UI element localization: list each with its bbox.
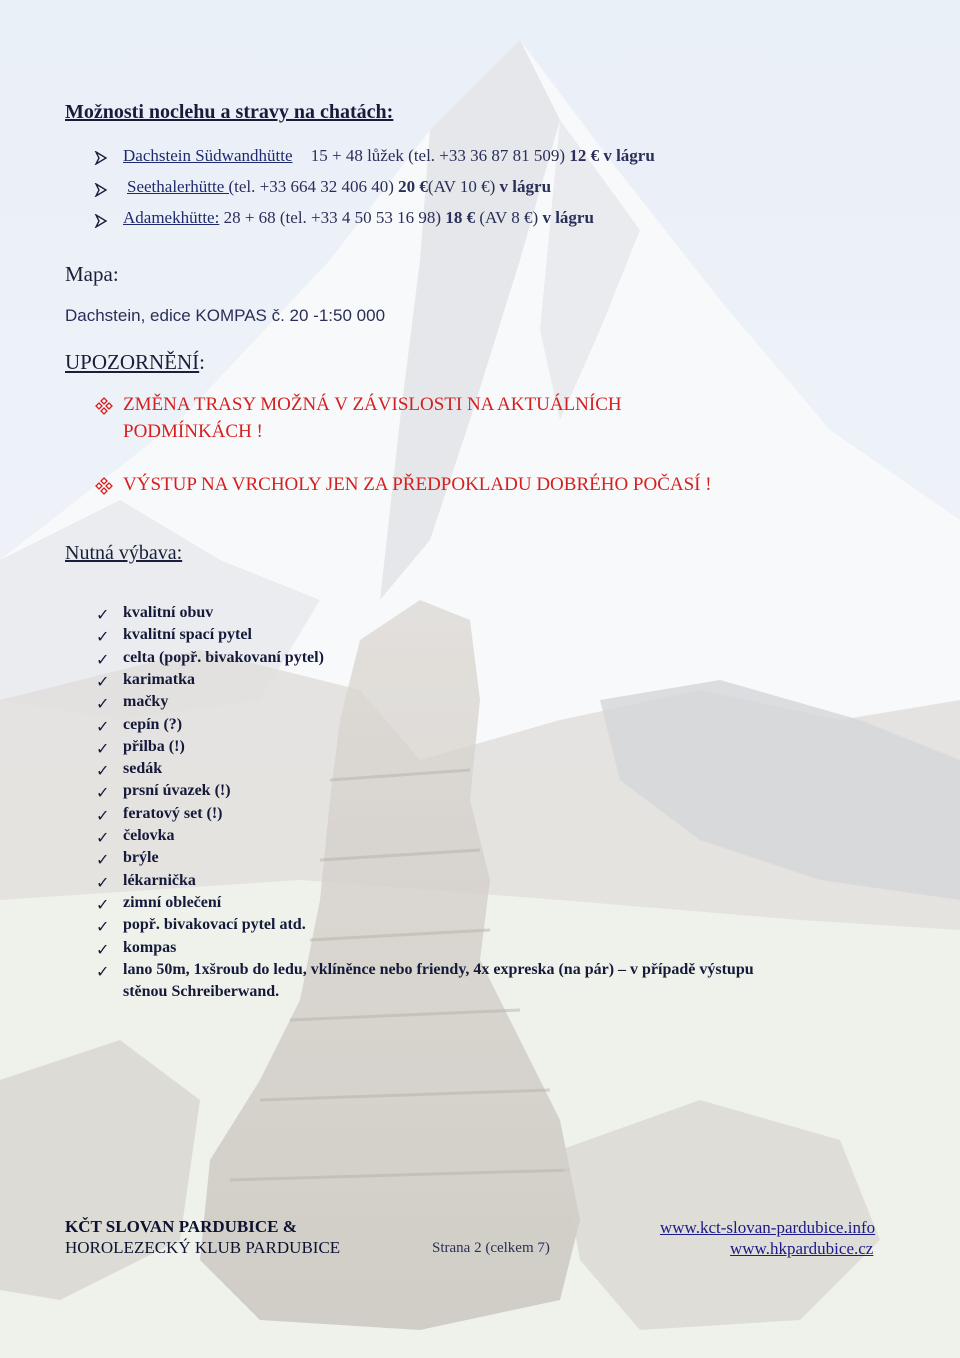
warning-text-1: ZMĚNA TRASY MOŽNÁ V ZÁVISLOSTI NA AKTUÁLNÍCH <box>123 394 622 415</box>
equipment-item-label: kvalitní spací pytel <box>123 626 252 643</box>
checkmark-icon: ✓ <box>96 850 110 869</box>
checkmark-icon: ✓ <box>96 717 110 736</box>
arrow-bullet-icon <box>94 151 108 165</box>
checkmark-icon: ✓ <box>96 627 110 646</box>
hut-name-adamekhutte: Adamekhütte: <box>123 208 220 227</box>
diamond-bullet-icon <box>95 477 113 495</box>
equipment-last-continuation: stěnou Schreiberwand. <box>123 983 280 1000</box>
document-page: Možnosti noclehu a stravy na chatách: Dachstein Südwandhütte 15 + 48 lůžek (tel. +33 36 87 81 509) 12 € v lágru Seethalerhütte (tel. +33 664 32 406 40) 20 €(AV 10 €) v lágru Adamekhütte: 28 + 68 (tel. +33 4 50 53 16 98) 18 € (AV 8 €) v lágru Mapa: Dachstein, edice KOMPAS č. 20 -1:50 000 UPOZORNĚNÍ: ZMĚNA TRASY MOŽNÁ V ZÁVISLOSTI NA AKTUÁLNÍCH PODMÍNKÁCH ! VÝSTUP NA VRCHOLY JEN ZA PŘEDPOKLADU DOBRÉHO POČASÍ ! Nutná výbava: ✓ kvalitní obuv ✓ kvalitní spací pytel ✓ celta (popř. bivakovaní pytel) ✓ karimatka ✓ mačky ✓ cepín (?) ✓ přilba (!) ✓ sedák ✓ prsní úvazek (!) ✓ feratový set (!) ✓ čelovka ✓ brýle ✓ lékarnička ✓ zimní oblečení ✓ popř. bivakovací pytel atd. ✓ kompas ✓ lano 50m, 1xšroub do ledu, vklíněnce nebo friendy, 4x expreska (na pár) – v případě výstupu stěnou Schreiberwand. KČT SLOVAN PARDUBICE & HOROLEZECKÝ KLUB PARDUBICE Strana 2 (celkem 7) www.kct-slovan-pardubice.info www.hkpardubice.cz <box>65 101 876 1258</box>
checkmark-icon: ✓ <box>96 895 110 914</box>
equipment-item-label: sedák <box>123 760 163 777</box>
checkmark-icon: ✓ <box>96 694 110 713</box>
diamond-bullet-icon <box>95 397 113 415</box>
checkmark-icon: ✓ <box>96 917 110 936</box>
checkmark-icon: ✓ <box>96 962 110 981</box>
equipment-item-label: cepín (?) <box>123 716 183 733</box>
checkmark-icon: ✓ <box>96 940 110 959</box>
arrow-bullet-icon <box>94 183 108 197</box>
equipment-item-label: feratový set (!) <box>123 805 223 822</box>
equipment-heading: Nutná výbava: <box>65 542 183 564</box>
footer-org-line1: KČT SLOVAN PARDUBICE & <box>65 1217 297 1236</box>
warning-text-1-cont: PODMÍNKÁCH ! <box>123 421 263 442</box>
checkmark-icon: ✓ <box>96 672 110 691</box>
footer-link-kct[interactable]: www.kct-slovan-pardubice.info <box>660 1218 876 1237</box>
warning-text-2: VÝSTUP NA VRCHOLY JEN ZA PŘEDPOKLADU DOBRÉHO POČASÍ ! <box>123 474 712 495</box>
checkmark-icon: ✓ <box>96 739 110 758</box>
equipment-item-label: prsní úvazek (!) <box>123 782 231 799</box>
hut-name-seethalerhutte: Seethalerhütte ( <box>127 177 235 196</box>
equipment-item-label: brýle <box>123 849 159 866</box>
equipment-item-label: lano 50m, 1xšroub do ledu, vklíněnce nebo friendy, 4x expreska (na pár) – v případě výstupu <box>123 961 754 978</box>
equipment-item-label: čelovka <box>123 827 175 844</box>
equipment-item-label: kvalitní obuv <box>123 604 214 621</box>
footer-org-line2: HOROLEZECKÝ KLUB PARDUBICE <box>65 1238 341 1257</box>
warning-heading: UPOZORNĚNÍ: <box>65 350 206 374</box>
checkmark-icon: ✓ <box>96 761 110 780</box>
equipment-item-label: přilba (!) <box>123 738 185 755</box>
map-text: Dachstein, edice KOMPAS č. 20 -1:50 000 <box>65 306 386 325</box>
equipment-item-label: kompas <box>123 939 177 956</box>
equipment-item-label: lékarnička <box>123 872 196 889</box>
checkmark-icon: ✓ <box>96 783 110 802</box>
map-heading: Mapa: <box>65 262 119 286</box>
lodging-heading: Možnosti noclehu a stravy na chatách: <box>65 101 394 123</box>
footer-page-number: Strana 2 (celkem 7) <box>432 1240 550 1256</box>
checkmark-icon: ✓ <box>96 650 110 669</box>
checkmark-icon: ✓ <box>96 605 110 624</box>
arrow-bullet-icon <box>94 214 108 228</box>
footer-link-hk[interactable]: www.hkpardubice.cz <box>730 1239 874 1258</box>
checkmark-icon: ✓ <box>96 806 110 825</box>
checkmark-icon: ✓ <box>96 828 110 847</box>
equipment-item-label: zimní oblečení <box>123 894 222 911</box>
hut-name-sudwandhutte: Dachstein Südwandhütte <box>123 146 293 165</box>
equipment-item-label: karimatka <box>123 671 195 688</box>
checkmark-icon: ✓ <box>96 873 110 892</box>
equipment-item-label: celta (popř. bivakovaní pytel) <box>123 649 324 666</box>
equipment-item-label: mačky <box>123 693 169 710</box>
equipment-item-label: popř. bivakovací pytel atd. <box>123 916 306 933</box>
